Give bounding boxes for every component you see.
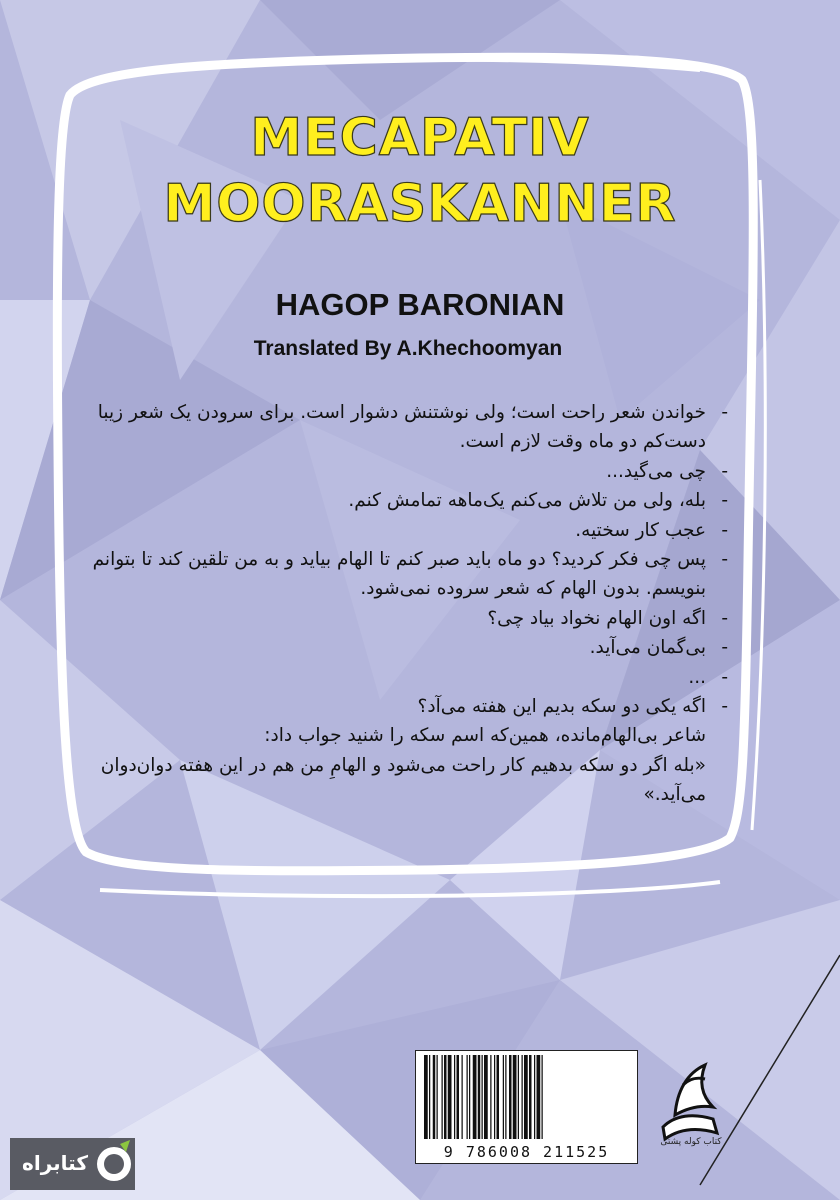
barcode-bar <box>490 1055 491 1139</box>
barcode-bar <box>467 1055 468 1139</box>
isbn-barcode <box>415 1050 638 1164</box>
barcode-bar <box>473 1055 477 1139</box>
excerpt-text <box>82 398 728 810</box>
barcode-bar <box>484 1055 488 1139</box>
author-name: HAGOP BARONIAN <box>275 287 565 322</box>
excerpt-paragraph: - پس چی فکر کردید؟ دو ماه باید صبر کنم تا الهام بیاید و به من تلقین کند تا بتوانم بنویسم. بدون الهام که شعر سروده نمی‌شود. <box>92 549 728 600</box>
excerpt-paragraph: شاعر بی‌الهام‌مانده، همین‌که اسم سکه را شنید جواب داد: <box>264 725 706 747</box>
store-name: کتابراه <box>22 1151 88 1175</box>
barcode-bar <box>462 1055 463 1139</box>
barcode-bar <box>542 1055 543 1139</box>
excerpt-paragraph: - خواندن شعر راحت است؛ ولی نوشتنش دشوار است. برای سرودن یک شعر زیبا دست‌کم دو ماه وقت لازم است. <box>97 402 728 453</box>
excerpt-paragraph: «بله اگر دو سکه بدهیم کار راحت می‌شود و الهامِ من هم در این هفته دوان‌دوان می‌آید.» <box>100 754 706 806</box>
excerpt-paragraph: - چی می‌گید... <box>606 460 728 482</box>
excerpt-paragraph: - بی‌گمان می‌آید. <box>589 637 728 659</box>
barcode-bar <box>513 1055 517 1139</box>
book-title-line-1: MECAPATIV <box>250 108 590 168</box>
barcode-bar <box>522 1055 523 1139</box>
barcode-bar <box>518 1055 519 1139</box>
barcode-bar <box>469 1055 470 1139</box>
barcode-bar <box>454 1055 455 1139</box>
barcode-bar <box>429 1055 430 1139</box>
excerpt-paragraph: - اگه یکی دو سکه بدیم این هفته می‌آد؟ <box>417 696 728 718</box>
publisher-name: کتاب کوله پشتی <box>660 1137 722 1147</box>
barcode-bar <box>537 1055 541 1139</box>
barcode-bar <box>534 1055 535 1139</box>
barcode-bar <box>524 1055 528 1139</box>
barcode-bar <box>444 1055 447 1139</box>
barcode-bar <box>437 1055 438 1139</box>
barcode-bar <box>424 1055 428 1139</box>
barcode-bar <box>497 1055 500 1139</box>
barcode-bar <box>509 1055 512 1139</box>
excerpt-paragraph: - بله، ولی من تلاش می‌کنم یک‌ماهه تمامش کنم. <box>348 490 728 512</box>
barcode-bar <box>503 1055 504 1139</box>
translator-credit: Translated By A.Khechoomyan <box>253 337 563 360</box>
excerpt-paragraph: - ... <box>688 666 728 688</box>
barcode-bar <box>433 1055 436 1139</box>
barcode-bar <box>529 1055 532 1139</box>
excerpt-paragraph: - اگه اون الهام نخواد بیاد چی؟ <box>487 607 728 629</box>
barcode-bar <box>505 1055 506 1139</box>
isbn-number: 9 786008 211525 <box>443 1143 610 1161</box>
excerpt-paragraph: - عجب کار سختیه. <box>575 519 728 541</box>
barcode-bar <box>442 1055 443 1139</box>
barcode-bar <box>448 1055 452 1139</box>
barcode-bar <box>494 1055 495 1139</box>
barcode-bar <box>478 1055 481 1139</box>
publisher-logo-icon <box>655 1055 725 1145</box>
book-title-line-2: MOORASKANNER <box>163 174 677 234</box>
barcode-bar <box>457 1055 460 1139</box>
barcode-bar <box>482 1055 483 1139</box>
